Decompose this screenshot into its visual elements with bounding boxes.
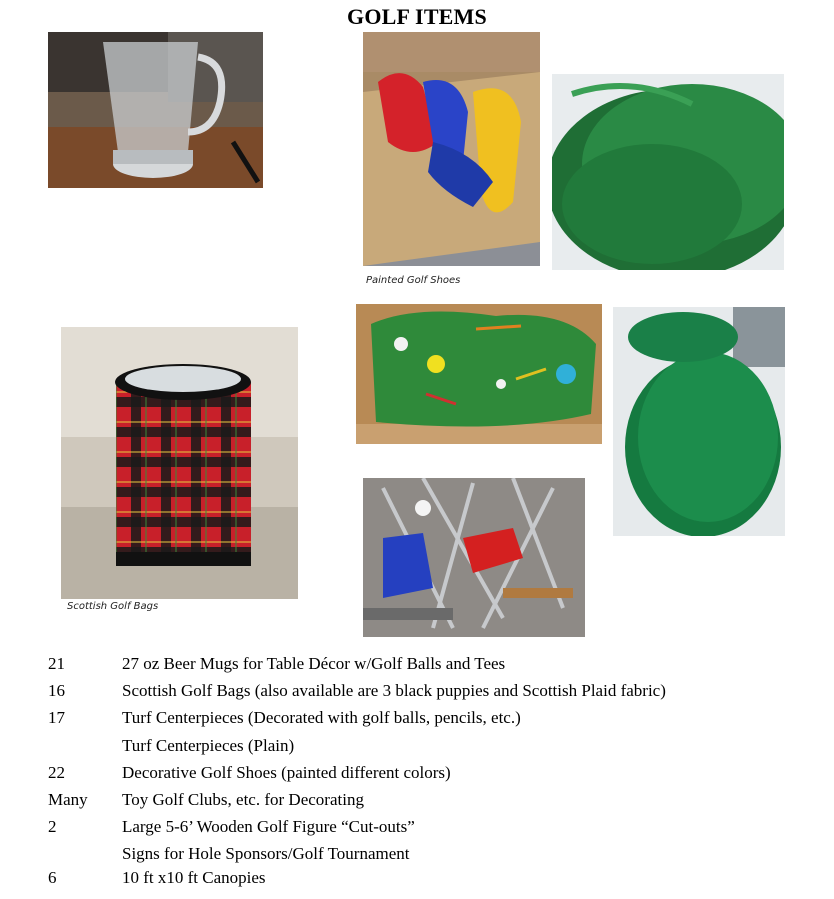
shoes-caption: Painted Golf Shoes bbox=[366, 275, 461, 286]
list-item bbox=[0, 708, 834, 734]
item-description: Turf Centerpieces (Decorated with golf balls, pencils, etc.) bbox=[122, 708, 521, 727]
item-quantity: 6 bbox=[48, 868, 57, 887]
item-description: Toy Golf Clubs, etc. for Decorating bbox=[122, 790, 364, 809]
item-description: 10 ft x10 ft Canopies bbox=[122, 868, 266, 887]
painted-golf-shoes-photo bbox=[363, 32, 540, 266]
beer-mug-photo bbox=[48, 32, 263, 188]
item-quantity: 17 bbox=[48, 708, 65, 727]
list-item bbox=[0, 763, 834, 789]
scottish-golf-bag-photo bbox=[61, 327, 298, 599]
item-description: Signs for Hole Sponsors/Golf Tournament bbox=[122, 844, 410, 863]
toy-golf-clubs-photo bbox=[363, 478, 585, 637]
turf-pieces-photo bbox=[552, 74, 784, 270]
green-felt-pieces-photo bbox=[613, 307, 785, 536]
page-title: GOLF ITEMS bbox=[347, 4, 487, 29]
list-item bbox=[0, 844, 834, 870]
item-quantity: 22 bbox=[48, 763, 65, 782]
item-description: Turf Centerpieces (Plain) bbox=[122, 736, 295, 755]
item-description: Scottish Golf Bags (also available are 3 black puppies and Scottish Plaid fabric) bbox=[122, 681, 666, 700]
item-quantity: 2 bbox=[48, 817, 57, 836]
list-item bbox=[0, 681, 834, 707]
item-quantity: 21 bbox=[48, 654, 65, 673]
item-description: Large 5-6’ Wooden Golf Figure “Cut-outs” bbox=[122, 817, 415, 836]
list-item bbox=[0, 654, 834, 680]
decorated-turf-centerpiece-photo bbox=[356, 304, 602, 444]
item-quantity: 16 bbox=[48, 681, 65, 700]
item-description: Decorative Golf Shoes (painted different colors) bbox=[122, 763, 451, 782]
list-item bbox=[0, 868, 834, 894]
item-description: 27 oz Beer Mugs for Table Décor w/Golf Balls and Tees bbox=[122, 654, 506, 673]
list-item bbox=[0, 817, 834, 843]
item-quantity: Many bbox=[48, 790, 88, 809]
bags-caption: Scottish Golf Bags bbox=[67, 601, 159, 612]
list-item bbox=[0, 790, 834, 816]
list-item bbox=[0, 736, 834, 762]
